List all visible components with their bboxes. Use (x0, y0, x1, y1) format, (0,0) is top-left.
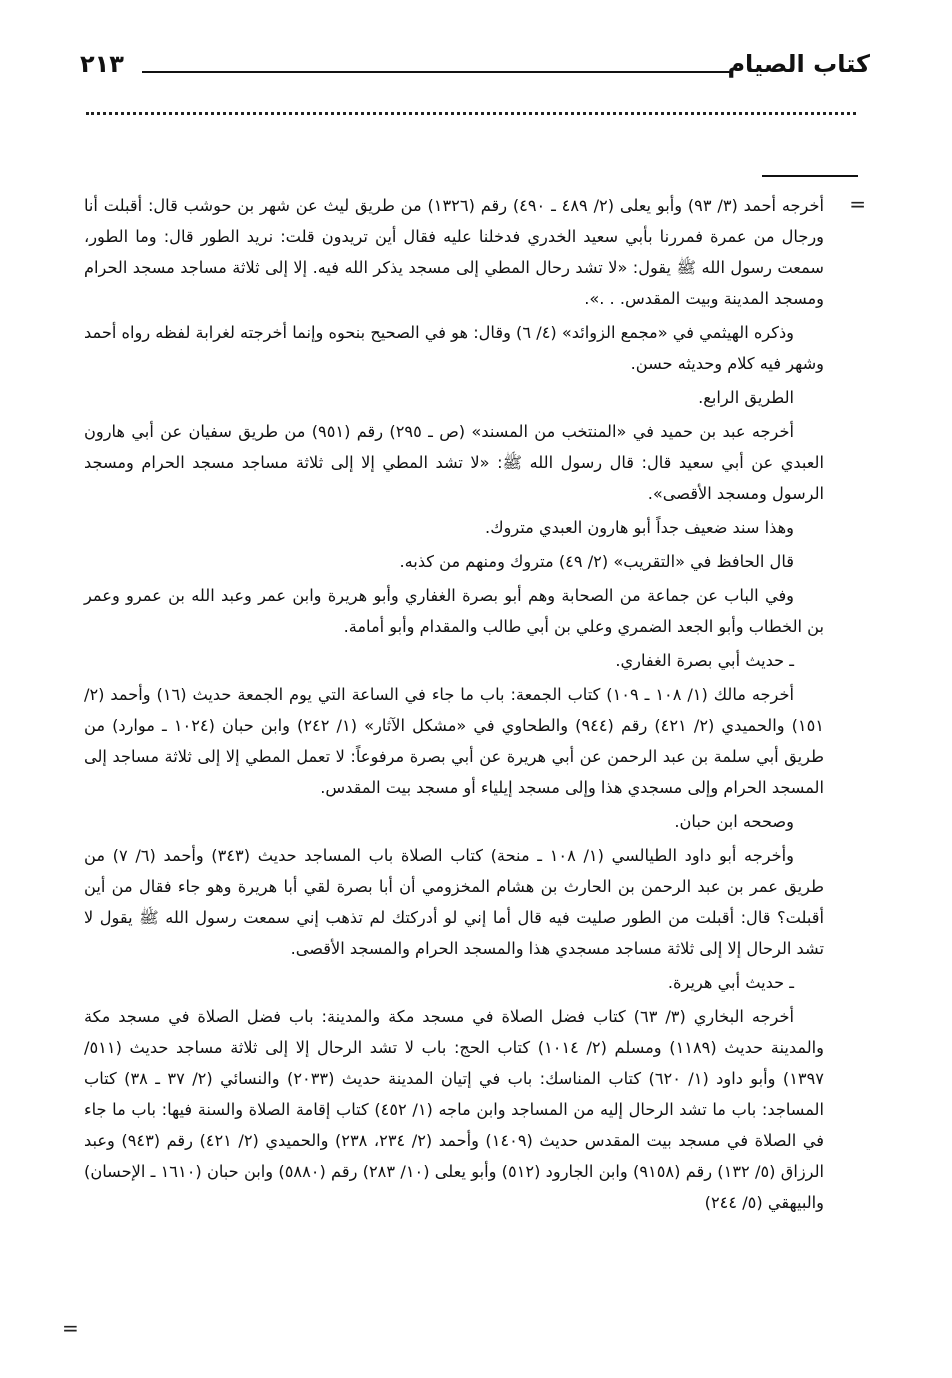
footnote-rule (762, 175, 858, 177)
paragraph: أخرجه البخاري (٣/ ٦٣) كتاب فضل الصلاة في مسجد مكة والمدينة: باب فضل الصلاة في مسجد مكة والمدينة حديث (١١٨٩) ومسلم (٢/ ١٠١٤) كتاب الحج: باب لا تشد الرحال إلا إلى ثلاثة مساجد حديث (٥١١/ ١٣٩٧) وأبو داود (١/ ٦٢٠) كتاب المناسك: باب في إتيان المدينة حديث (٢٠٣٣) والنسائي (٢/ ٣٧ ـ ٣٨) كتاب المساجد: باب ما تشد الرحال إليه من المساجد وابن ماجه (١/ ٤٥٢) كتاب إقامة الصلاة والسنة فيها: باب ما جاء في الصلاة في مسجد بيت المقدس حديث (١٤٠٩) وأحمد (٢/ ٢٣٤، ٢٣٨) والحميدي (٢/ ٤٢١) رقم (٩٤٣) وعبد الرزاق (٥/ ١٣٢) رقم (٩١٥٨) وابن الجارود (٥١٢) وأبو يعلى (١٠/ ٢٨٣) رقم (٥٨٨٠) وابن حبان (١٦١٠ ـ الإحسان) والبيهقي (٥/ ٢٤٤) (84, 1007, 824, 1212)
book-title: كتاب الصيام (727, 50, 870, 78)
page-header (80, 50, 870, 90)
paragraph: وهذا سند ضعيف جداً أبو هارون العبدي متروك. (485, 518, 794, 537)
paragraph: أخرجه مالك (١/ ١٠٨ ـ ١٠٩) كتاب الجمعة: باب ما جاء في الساعة التي يوم الجمعة حديث (١٦) وأحمد (٢/ ١٥١) والحميدي (٢/ ٤٢١) رقم (٩٤٤) والطحاوي في «مشكل الآثار» (١/ ٢٤٢) وابن حبان (١٠٢٤ ـ موارد) من طريق أبي سلمة بن عبد الرحمن عن أبي هريرة عن أبي بصرة مرفوعاً: لا تعمل المطي إلا إلى ثلاثة مساجد إلى المسجد الحرام وإلى مسجدي هذا وإلى مسجد إيلياء أو مسجد بيت المقدس. (84, 685, 825, 797)
paragraph: قال الحافظ في «التقريب» (٢/ ٤٩) متروك ومنهم من كذبه. (399, 552, 794, 571)
paragraph: ـ حديث أبي بصرة الغفاري. (615, 651, 794, 670)
paragraph: أخرجه أحمد (٣/ ٩٣) وأبو يعلى (٢/ ٤٨٩ ـ ٤٩٠) رقم (١٣٢٦) من طريق ليث عن شهر بن حوشب قال: أقبلت أنا ورجال من عمرة فمررنا بأبي سعيد الخدري فدخلنا عليه فقال أين تريدون قلت: نريد الطور قال: وما الطور، سمعت رسول الله ﷺ يقول: «لا تشد رحال المطي إلى مسجد يذكر الله فيه. إلا إلى ثلاثة مساجد مسجد الحرام ومسجد المدينة وبيت المقدس. . .». (84, 196, 824, 308)
continuation-mark-bottom: = (62, 1316, 79, 1340)
page-number: ٢١٣ (80, 50, 124, 78)
paragraph: الطريق الرابع. (698, 388, 794, 407)
paragraph: وفي الباب عن جماعة من الصحابة وهم أبو بصرة الغفاري وأبو هريرة وابن عمر وعبد الله بن عمرو وعمر بن الخطاب وأبو الجعد الضمري وعلي بن أبي طالب والمقدام وأبو أمامة. (84, 586, 824, 636)
footnote-text (84, 190, 824, 1221)
dotted-separator (86, 112, 856, 135)
paragraph: وذكره الهيثمي في «مجمع الزوائد» (٤/ ٦) وقال: هو في الصحيح بنحوه وإنما أخرجته لغرابة لفظه رواه أحمد وشهر فيه كلام وحديثه حسن. (84, 323, 824, 373)
header-rule (142, 71, 732, 73)
paragraph: وصححه ابن حبان. (674, 812, 794, 831)
paragraph: ـ حديث أبي هريرة. (667, 973, 794, 992)
continuation-mark-top: = (849, 192, 866, 216)
paragraph: أخرجه عبد بن حميد في «المنتخب من المسند» (ص ـ ٢٩٥) رقم (٩٥١) من طريق سفيان عن أبي هارون العبدي عن أبي سعيد قال: قال رسول الله ﷺ: «لا تشد المطي إلا إلى ثلاثة مساجد مسجد الحرام ومسجد الرسول ومسجد الأقصى». (84, 422, 824, 503)
paragraph: وأخرجه أبو داود الطيالسي (١/ ١٠٨ ـ منحة) كتاب الصلاة باب المساجد حديث (٣٤٣) وأحمد (٦/ ٧) من طريق عمر بن عبد الرحمن بن الحارث بن هشام المخزومي أن أبا بصرة لقي أبا هريرة وهو جاء فقال من أين أقبلت؟ قال: أقبلت من الطور صليت فيه قال أما إني لو أدركتك لم تذهب إني سمعت رسول الله ﷺ يقول لا تشد الرحال إلا إلى ثلاثة مساجد مسجدي هذا والمسجد الحرام والمسجد الأقصى. (84, 846, 824, 958)
